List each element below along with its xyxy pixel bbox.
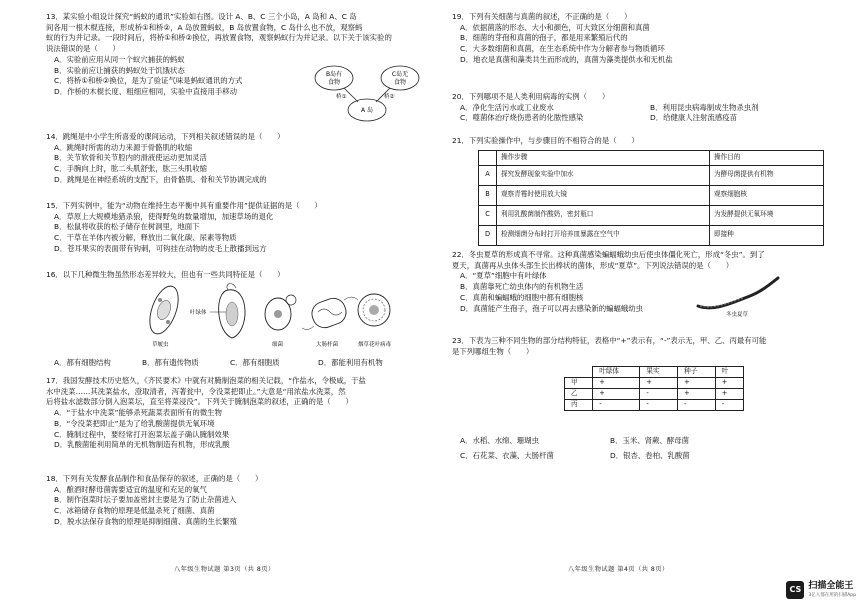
q16-options [46,358,426,369]
island-b [315,66,353,90]
q21-row-b-key: B [479,185,497,205]
q23-stem-2: 是下列哪组生物（ ） [452,346,534,356]
q22-option-c: C．真菌和蝙蝠蛾的细胞中都有细胞核 [460,292,584,302]
q20-option-d: D．给健康人注射流感疫苗 [650,113,737,123]
island-b-label-2: 食物 [327,79,341,86]
q22-stem-2: 夏天，真菌再从虫体头部生长出棒状的菌体，形成“夏草”。下列说法错误的是（ ） [452,260,734,270]
q23-stem-1: 23．下表为三种不同生物的部分结构特征，表格中“+”表示有，“-”表示无，甲、乙、丙最有可能 [452,336,767,345]
q13-stem-4: 说法错误的是（ ） [46,44,120,54]
bridge-2-label: 桥② [384,94,395,100]
q23-row-jia-seed: + [678,378,716,389]
ecoli-figure [302,295,358,331]
q21-row-c-key: C [479,205,497,225]
q23-row-bing-fruit: - [640,400,678,411]
q23-row-bing-leaf: - [715,400,743,411]
q21-header-purpose: 操作目的 [709,151,823,166]
q13-option-a: A．实验前应用从同一个蚁穴捕获的蚂蚁 [54,54,185,64]
island-c-label-1: C岛无 [391,71,409,78]
question-15 [46,201,426,255]
q21-row-a-purpose: 为酵母菌提供有机物 [709,165,823,185]
ant-island-diagram [312,64,422,126]
q21-row-a-step: 探究发酵现象实验中加水 [497,165,710,185]
q18-option-b: B．制作泡菜时坛子要加盖密封主要是为了防止杂菌进入 [54,495,237,505]
q17-stem-2: 水中洗菜……其洗菜盐水，澄取清者，泻著瓮中，令没菜把即止。”大意是“用浓盐水洗菜，然 [46,386,346,396]
q18-option-d: D．脱水法保存食物的原理是抑制细菌、真菌的生长繁殖 [54,516,238,526]
q16-option-b: B．都有遗传物质 [142,358,199,367]
q16-stem: 16．以下几种微生物虽然形态差异较大，但也有一些共同特征是（ ） [46,270,285,279]
q21-table [478,150,824,246]
q13-stem-3: 蚁的行为并记录。一段时间后，将桥①和桥②换位，再放置食物，观察蚂蚁行为并记录。以下关于该实验的 [46,33,392,43]
q23-row-bing-chloroplast: - [593,400,640,411]
q23-option-d: D．银杏、卷柏、乳酸菌 [610,450,690,460]
q13-option-b: B．实验前应让捕获的蚂蚁处于饥饿状态 [54,65,185,75]
left-page-footer: 八年级生物试题 第3页（共 8页） [174,566,275,573]
camscanner-badge-icon: CS [786,581,804,599]
q18-option-a: A．酿酒时酵母菌需要适宜的温度和充足的氧气 [54,484,207,494]
q23-table [564,366,744,411]
virus-figure [358,294,390,326]
q15-option-a: A．草原上大规模地猎杀狼，使得野兔的数量增加，加速草场的退化 [54,211,274,221]
q23-table-header [565,367,744,378]
q20-option-c: C．噬菌体治疗烧伤患者的化脓性感染 [460,113,584,123]
q15-option-b: B．松鼠将收获的松子储存在树洞里，地面下 [54,222,200,232]
fig-paramecium-label: 草履虫 [152,342,169,348]
q21-row-b-purpose: 观察细胞核 [709,185,823,205]
q16-option-a: A．都有细胞结构 [54,358,111,367]
question-19 [452,12,852,66]
q23-row-yi-label: 乙 [565,389,593,400]
fig-yeast-label: 细菌 [272,342,284,348]
q21-row-d-purpose: 即接种 [709,225,823,245]
q13-option-d: D．作桥的木棍长度、粗细应相同，实验中直接用手移动 [54,87,238,97]
q23-header-seed: 种子 [678,367,716,378]
q21-row-d-step: 检测细菌分布时打开培养皿暴露在空气中 [497,225,710,245]
q23-row-jia-label: 甲 [565,378,593,389]
q14-option-d: D．跳绳是在神经系统的支配下，由骨骼肌、骨和关节协调完成的 [54,174,267,184]
q23-row-yi-leaf: + [715,389,743,400]
q19-stem: 19．下列有关细菌与真菌的叙述，不正确的是（ ） [452,12,632,21]
q14-option-b: B．关节软骨和关节腔内的滑液使运动更加灵活 [54,153,207,163]
q23-row-jia-leaf: + [715,378,743,389]
camscanner-logo [786,580,856,600]
q17-option-a: A．“于盐水中洗菜”能够杀死蔬菜表面所有的微生物 [54,408,222,418]
fig-chloroplast-label: 叶绿体 [190,310,207,316]
table-row [479,185,824,205]
q15-stem: 15．下列实例中，能为“动物在维持生态平衡中具有重要作用”提供证据的是（ ） [46,201,322,210]
q21-row-c-step: 利用乳酸菌制作酸奶，密封瓶口 [497,205,710,225]
table-row [565,378,744,389]
question-18 [46,474,426,528]
q13-option-c: C．将桥①和桥②换位，是为了验证气味是蚂蚁通讯的方式 [54,76,243,86]
right-page [438,0,860,608]
q18-option-c: C．冰箱储存食物的原理是低温杀死了细菌、真菌 [54,506,215,516]
paramecium-figure [144,282,184,337]
q21-table-header [479,151,824,166]
q16-option-d: D．都能利用有机物 [318,358,383,367]
q19-option-d: D．地衣是真菌和藻类共生而形成的，真菌为藻类提供水和无机盐 [460,54,673,64]
q17-option-b: B．“令没菜把即止”是为了给乳酸菌提供无氧环境 [54,418,215,428]
q23-header-leaf: 叶 [715,367,743,378]
q23-header-blank [565,367,593,378]
table-row [479,165,824,185]
q21-row-d-key: D [479,225,497,245]
q15-option-d: D．苍耳果实的表面带有钩刺，可钩挂在动物的皮毛上散播到远方 [54,243,267,253]
cordyceps-label: 冬虫夏草 [726,312,749,318]
q13-stem-2: 间各用一根木棍连接，形成桥①和桥②，A 岛放置蚂蚁，B 岛放置食物，C 岛什么也不放，观察蚂 [46,22,363,32]
table-row [479,225,824,245]
q14-option-c: C．手腕向上时，肱二头肌舒张，肱三头肌收缩 [54,164,207,174]
q23-option-a: A．水稻、水绵、珊瑚虫 [460,436,539,445]
q23-header-fruit: 果实 [640,367,678,378]
question-17 [46,376,426,451]
q19-option-b: B．细菌的芽孢和真菌的孢子，都是用来繁殖后代的 [460,33,628,43]
q14-stem: 14．跳绳是中小学生所喜爱的课间运动，下列相关叙述错误的是（ ） [46,132,285,141]
q23-header-chloroplast: 叶绿体 [593,367,640,378]
camscanner-name: 扫描全能王 [808,581,854,592]
q17-option-d: D．乳酸菌能利用简单的无机物制造有机物，形成乳酸 [54,440,230,450]
q21-row-a-key: A [479,165,497,185]
q23-option-c: C．石花菜、衣藻、大肠杆菌 [460,450,554,460]
question-16 [46,270,426,281]
question-21 [452,136,852,147]
q21-header-blank [479,151,497,166]
euglena-figure [219,284,245,338]
island-c [381,66,419,90]
q23-row-jia-chloroplast: + [593,378,640,389]
yeast-figure [265,295,296,330]
bridge-1-label: 桥① [336,94,347,100]
q23-row-bing-seed: - [678,400,716,411]
microbe-figures [132,282,394,350]
q21-stem: 21．下列实验操作中，与步骤目的不相符合的是（ ） [452,136,639,145]
island-b-label-1: B岛有 [325,71,343,78]
q23-row-yi-fruit: - [640,389,678,400]
q23-options [452,436,856,461]
table-row [479,205,824,225]
q14-option-a: A．跳绳时所需的动力来源于骨骼肌的收缩 [54,142,193,152]
q19-option-a: A．依据菌落的形态、大小和颜色，可大致区分细菌和真菌 [460,22,650,32]
q15-option-c: C．干草在羊体内被分解，释放出二氧化碳、尿素等物质 [54,233,237,243]
q16-option-c: C．都有细胞质 [230,358,280,367]
q17-stem-3: 后将盐水滤数部分倒入泡菜坛，直至将菜浸没”。下列关于腌制泡菜的叙述，正确的是（ ） [46,397,353,407]
question-23 [452,336,856,357]
q23-row-jia-fruit: + [640,378,678,389]
q23-row-yi-chloroplast: + [593,389,640,400]
fig-virus-label: 烟草花叶病毒 [358,342,392,348]
q13-stem-1: 13．某实验小组设计探究“蚂蚁的通讯”实验如右图。设计 A、B、C 三个小岛，A 岛和 A、C 岛 [46,12,357,21]
table-row [565,400,744,411]
q23-option-b: B．玉米、肾蕨、酵母菌 [610,436,689,445]
right-page-footer: 八年级生物试题 第4页（共 8页） [568,566,669,573]
q20-option-a: A．净化生活污水或工业废水 [460,102,554,112]
camscanner-tagline: 3亿人都在用的扫描App [808,593,856,599]
q23-row-yi-seed: + [678,389,716,400]
question-14 [46,132,426,186]
q23-row-bing-label: 丙 [565,400,593,411]
q22-option-b: B．真菌靠死亡幼虫体内的有机物生活 [460,282,584,292]
q18-stem: 18．下列有关发酵食品制作和食品保存的叙述，正确的是（ ） [46,474,263,483]
island-a-label: A 岛 [360,107,374,114]
table-row [565,389,744,400]
q17-stem-1: 17．我国发酵技术历史悠久，《齐民要术》中就有对腌制泡菜的相关记载，“作盐水，令极咸，于盐 [46,376,366,385]
question-22 [452,250,856,314]
q22-option-a: A．“夏草”细胞中有叶绿体 [460,271,547,281]
fig-ecoli-label: 大肠杆菌 [316,342,339,348]
q19-option-c: C．大多数细菌和真菌，在生态系统中作为分解者参与物质循环 [460,44,665,54]
q20-option-b: B．利用昆虫病毒制成生物杀虫剂 [650,102,759,112]
q17-option-c: C．腌制过程中，要经常打开泡菜坛盖子确认腌制效果 [54,429,230,439]
q20-stem: 20．下列哪项不是人类利用病毒的实例（ ） [452,92,610,101]
island-c-label-2: 食物 [393,79,407,86]
q22-option-d: D．真菌能产生孢子，孢子可以再去感染新的蝙蝠蛾幼虫 [460,303,644,313]
q21-header-step: 操作步骤 [497,151,710,166]
question-20 [452,92,852,124]
q21-row-c-purpose: 为发酵提供无氧环境 [709,205,823,225]
q22-stem-1: 22．冬虫夏草的形成真不寻常。这种真菌感染蝙蝠蛾幼虫后使虫体僵化死亡，形成“冬虫”。到了 [452,250,765,259]
q21-row-b-step: 观察青霉时使用放大镜 [497,185,710,205]
